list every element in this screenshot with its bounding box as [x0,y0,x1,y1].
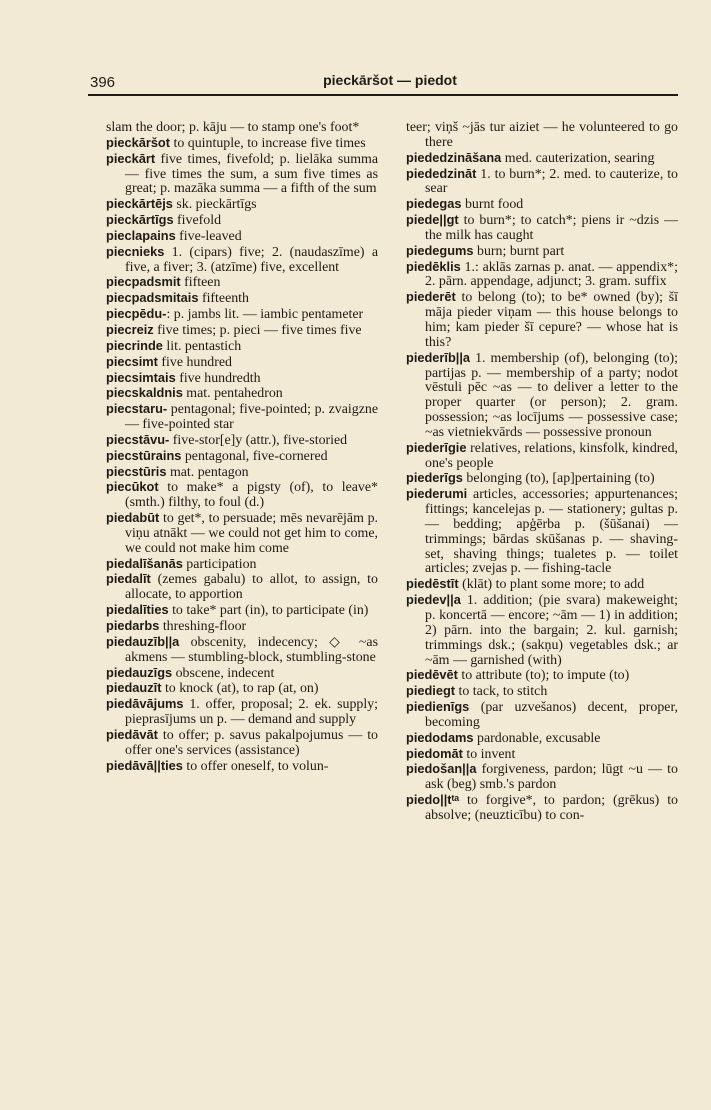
dictionary-entry [106,480,378,511]
entry-definition: pardonable, excusable [473,730,601,746]
entry-headword: piedalīšanās [106,555,183,571]
dictionary-entry [406,684,678,700]
entry-definition: to attribute (to); to impute (to) [457,668,630,684]
dictionary-entry [106,197,378,213]
dictionary-entry [406,151,678,167]
entry-definition: articles, accessories; appurtenances; fittings; kancelejas p. — stationery; gultas p. — bedding; apģērba p. (šūšanai) — trimmings; bārdas skūšanas p. — shaving-set, shaving things; tualetes p. — toilet articles; zvejas p. — fishing-tacle [425,487,678,577]
entry-headword: piecstaru- [106,401,168,417]
entry-definition: to offer; p. savus pakalpojumus — to offer one's services (assistance) [125,727,378,758]
entry-headword: piecūkot [106,479,159,495]
entry-headword: piedēvēt [406,667,458,683]
entry-definition: to belong (to); to be* owned (by); šī māja pieder viņam — this house belongs to him; kam pieder šī cepure? — whose hat is this? [425,290,678,350]
dictionary-entry [406,747,678,763]
dictionary-entry [406,290,678,350]
entry-definition: pentagonal, five-cornered [181,448,328,464]
entry-definition: teer; viņš ~jās tur aiziet — he volunteered to go there [406,120,678,150]
entry-definition: 1. membership (of), belonging (to); partijas p. — membership of a party; nodot vēstuli pēc ~as — to deliver a letter to the proper quarter (or person); 2. gram. possession; ~as locījums — possessive case; ~as vietniekvārds — possessive pronoun [425,350,678,440]
entry-definition: relatives, relations, kinsfolk, kindred, one's people [425,440,678,471]
entry-headword: piederumi [406,486,468,502]
dictionary-entry [106,245,378,276]
entry-definition: 1. offer, proposal; 2. ek. supply; pieprasījums un p. — demand and supply [125,697,378,728]
entry-headword: piedauzīt [106,680,162,696]
entry-headword: piedēstīt [406,576,459,592]
dictionary-entry [106,355,378,371]
entry-definition: to forgive*, to pardon; (grēkus) to absolve; (neuzticību) to con- [425,793,678,823]
entry-definition: fivefold [173,213,222,229]
entry-headword: piedalīties [106,602,169,618]
entry-headword: piecstāvu- [106,431,170,447]
dictionary-entry [406,577,678,593]
entry-headword: piedauzīgs [106,664,173,680]
dictionary-entry [106,635,378,666]
entry-definition: 1.: aklās zarnas p. anat. — appendix*; 2. pārn. appendage, adjunct; 3. gram. suffix [425,259,678,290]
entry-headword: pieckārtējs [106,196,173,212]
entry-headword: pieckārt [106,150,156,166]
dictionary-entry [106,120,378,136]
dictionary-entry [106,402,378,433]
header-rule [88,94,678,96]
entry-headword: piecnieks [106,243,165,259]
entry-headword: piededzināšana [406,149,502,165]
right-column [406,120,678,824]
entry-headword: piecskaldnis [106,385,183,401]
entry-definition: to invent [462,746,516,762]
entry-definition: to offer oneself, to volun- [182,758,329,774]
dictionary-entry [106,229,378,245]
entry-definition: lit. pentastich [162,338,242,354]
entry-definition: burn; burnt part [473,243,565,259]
dictionary-entry [106,307,378,323]
dictionary-entry [406,668,678,684]
entry-definition: participation [182,556,257,572]
dictionary-entry [106,213,378,229]
entry-definition: five times, fivefold; p. lielāka summa — five times the sum, a sum five times as great; p. mazāka summa — a fifth of the sum [125,151,378,197]
entry-definition: 1. addition; (pie svara) makeweight; p. koncertā — encore; ~ām — 1) in addition; 2) pārn. into the bargain; 2. kul. garnish; trimmings dsk.; (sakņu) vegetables dsk.; ar ~ām — garnished (with) [425,593,678,668]
entry-definition: burnt food [461,197,524,213]
entry-headword: piedāvājums [106,696,184,712]
dictionary-entry [106,433,378,449]
entry-definition: forgiveness, pardon; lūgt ~u — to ask (beg) smb.'s pardon [425,762,678,793]
entry-definition: (klāt) to plant some more; to add [458,577,645,593]
dictionary-entry [106,572,378,603]
entry-definition: five hundred [157,354,232,370]
dictionary-entry [106,666,378,682]
entry-headword: piediegt [406,683,456,699]
dictionary-entry [106,275,378,291]
entry-definition: slam the door; p. kāju — to stamp one's foot* [106,120,360,135]
entry-definition: sk. pieckārtīgs [172,197,257,213]
dictionary-entry [106,136,378,152]
entry-headword: piededzināt [406,165,477,181]
dictionary-entry [406,731,678,747]
running-head: pieckāršot — piedot [323,72,457,88]
entry-headword: piedev||a [406,592,461,608]
entry-headword: piedošan||a [406,761,477,777]
dictionary-entry [106,557,378,573]
entry-headword: piecsimtais [106,369,176,385]
entry-headword: piecpadsmit [106,274,181,290]
page-number: 396 [90,74,116,91]
entry-definition: med. cauterization, searing [501,150,655,166]
entry-definition: five-stor[e]y (attr.), five-storied [169,432,348,448]
entry-headword: piedegas [406,196,462,212]
entry-definition: 1. (cipars) five; 2. (naudaszīme) a five, a fiver; 3. (atzīme) five, excellent [125,244,378,275]
dictionary-entry [106,697,378,728]
entry-headword: pieckāršot [106,134,171,150]
dictionary-entry [106,291,378,307]
entry-headword: piede||gt [406,212,459,228]
dictionary-entry [406,793,678,824]
entry-definition: belonging (to), [ap]pertaining (to) [462,471,655,487]
entry-definition: to make* a pigsty (of), to leave* (smth.) filthy, to foul (d.) [125,480,378,511]
dictionary-entry [406,244,678,260]
entry-headword: piecreiz [106,321,154,337]
entry-headword: piedauzīb||a [106,633,180,649]
dictionary-entry [406,441,678,472]
dictionary-entry [106,386,378,402]
entry-headword: piedēklis [406,258,461,274]
dictionary-entry [406,762,678,793]
dictionary-entry [106,323,378,339]
entry-definition: fifteenth [198,291,249,307]
dictionary-entry [406,167,678,198]
dictionary-entry [406,120,678,151]
entry-definition: mat. pentahedron [182,386,283,402]
entry-headword: piedabūt [106,510,160,526]
dictionary-entry [406,593,678,668]
dictionary-entry [106,681,378,697]
dictionary-entry [406,487,678,577]
entry-definition: five-leaved [175,228,242,244]
dictionary-entry [406,471,678,487]
entry-headword: pieclapains [106,227,176,243]
entry-headword: piederēt [406,289,456,305]
entry-definition: to knock (at), to rap (at, on) [161,681,319,697]
entry-headword: piecpadsmitais [106,290,199,306]
dictionary-entry [106,619,378,635]
dictionary-entry [106,449,378,465]
entry-headword: piederīgie [406,439,467,455]
entry-headword: piedienīgs [406,699,470,715]
entry-definition: (zemes gabalu) to allot, to assign, to allocate, to apportion [125,572,378,603]
entry-headword: piecstūrains [106,447,182,463]
dictionary-entry [406,213,678,244]
left-column [106,120,378,774]
entry-definition: to get*, to persuade; mēs nevarējām p. viņu atnākt — we could not get him to come, we could not make him come [125,511,378,556]
entry-definition: five times; p. pieci — five times five [153,322,362,338]
entry-definition: mat. pentagon [166,464,249,480]
entry-definition: to tack, to stitch [455,684,548,700]
entry-headword: piedodams [406,729,474,745]
dictionary-entry [406,197,678,213]
dictionary-entry [106,465,378,481]
dictionary-entry [106,152,378,198]
entry-headword: piedegums [406,242,474,258]
dictionary-entry [106,511,378,557]
dictionary-entry [406,351,678,441]
entry-definition: to quintuple, to increase five times [170,135,366,151]
entry-headword: pieckārtīgs [106,212,174,228]
dictionary-entry [406,260,678,291]
entry-headword: piedāvā||ties [106,757,183,773]
entry-headword: piedalīt [106,571,151,587]
dictionary-entry [106,371,378,387]
entry-headword: piederīb||a [406,349,471,365]
entry-headword: piederīgs [406,470,463,486]
entry-headword: piecpēdu- [106,306,167,322]
dictionary-entry [106,339,378,355]
entry-definition: to take* part (in), to participate (in) [168,603,369,619]
entry-definition: obscene, indecent [172,665,275,681]
entry-definition: obscenity, indecency; ◇ ~as akmens — stumbling-block, stumbling-stone [125,634,378,665]
entry-headword: piecstūris [106,463,167,479]
entry-headword: piedāvāt [106,726,158,742]
dictionary-entry [106,759,378,775]
entry-definition: fifteen [180,275,221,291]
entry-headword: piedo||tᵗᵃ [406,792,460,808]
entry-headword: piecrinde [106,337,163,353]
entry-definition: (par uzvešanos) decent, proper, becoming [425,700,678,730]
entry-definition: threshing-floor [159,619,247,634]
entry-headword: piedomāt [406,745,463,761]
entry-definition: : p. jambs lit. — iambic pentameter [166,307,364,323]
entry-headword: piecsimt [106,353,158,369]
dictionary-entry [406,700,678,731]
dictionary-entry [106,728,378,759]
entry-definition: to burn*; to catch*; piens ir ~dzis — the milk has caught [425,213,678,243]
entry-definition: pentagonal; five-pointed; p. zvaigzne — five-pointed star [125,402,378,433]
dictionary-entry [106,603,378,619]
entry-headword: piedarbs [106,618,160,633]
entry-definition: 1. to burn*; 2. med. to cauterize, to sear [425,166,678,197]
entry-definition: five hundredth [175,370,261,386]
